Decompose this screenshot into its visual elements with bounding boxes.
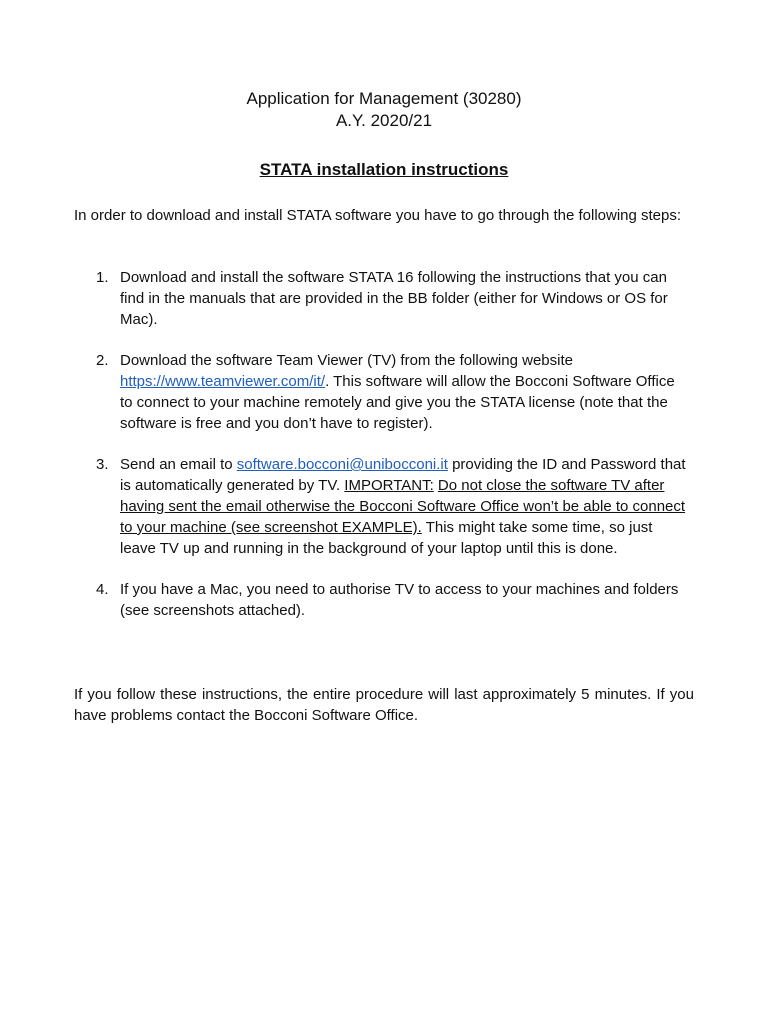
step-text-after: This might take some time, so just leave TV up and running in the background of your laptop until this is done. xyxy=(120,519,653,557)
step-text-mid: providing the ID and Password that is automatically generated by TV. xyxy=(120,456,686,494)
course-title: Application for Management (30280) xyxy=(246,89,522,108)
closing-paragraph: If you follow these instructions, the entire procedure will last approximately 5 minutes. If you have problems contact the Bocconi Software Office. xyxy=(74,686,694,724)
step-text-before: Send an email to xyxy=(120,456,237,473)
intro-paragraph: In order to download and install STATA software you have to go through the following steps: xyxy=(74,207,682,224)
teamviewer-link[interactable]: https://www.teamviewer.com/it/ xyxy=(120,373,326,390)
step-3 xyxy=(96,454,686,559)
step-text-after: . This software will allow the Bocconi Software Office to connect to your machine remotely and give you the STATA license (note that the software is free and you don’t have to register). xyxy=(120,373,675,432)
email-link[interactable]: software.bocconi@unibocconi.it xyxy=(236,456,448,473)
document-header xyxy=(0,88,768,132)
academic-year: A.Y. 2020/21 xyxy=(335,111,433,130)
step-2 xyxy=(96,350,686,434)
step-1 xyxy=(96,267,686,330)
warning-text: Do not close the software TV after having sent the email otherwise the Bocconi Software Office won’t be able to connect to your machine (see screenshot EXAMPLE). xyxy=(120,477,686,536)
step-text: If you have a Mac, you need to authorise TV to access to your machines and folders (see screenshots attached). xyxy=(120,581,679,619)
step-text-before: Download the software Team Viewer (TV) from the following website xyxy=(120,352,573,369)
step-number: 2. xyxy=(96,352,109,369)
step-number: 3. xyxy=(96,456,109,473)
steps-list xyxy=(96,267,686,641)
step-4 xyxy=(96,579,686,621)
step-text: Download and install the software STATA 16 following the instructions that you can find in the manuals that are provided in the BB folder (either for Windows or OS for Mac). xyxy=(120,269,668,328)
document-subtitle: STATA installation instructions xyxy=(259,160,509,179)
step-number: 1. xyxy=(96,269,109,286)
step-number: 4. xyxy=(96,581,109,598)
important-label: IMPORTANT: xyxy=(344,477,434,494)
